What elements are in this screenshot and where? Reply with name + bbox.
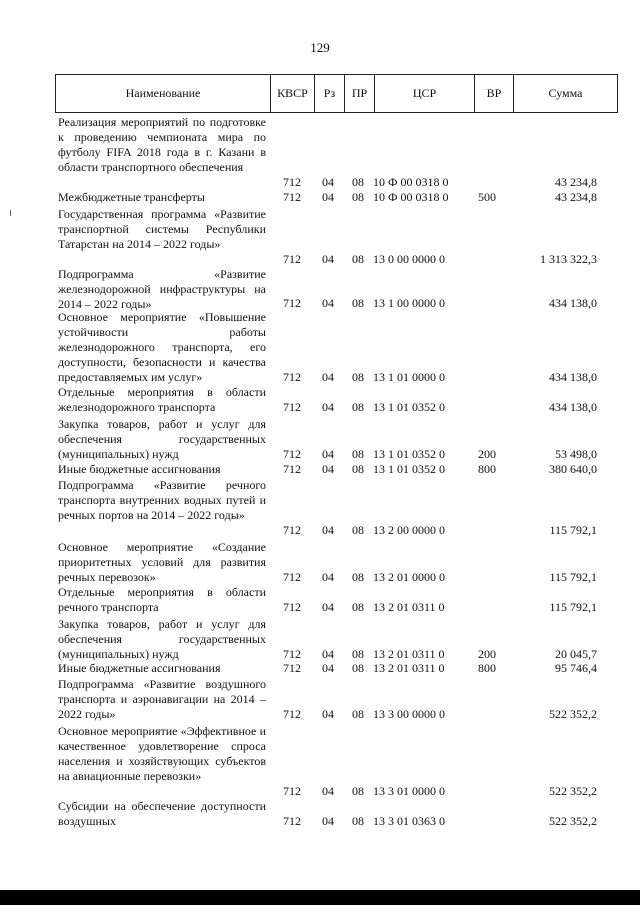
row-csr: 13 2 01 0311 0 (373, 647, 445, 661)
row-sum: 115 792,1 (549, 523, 597, 537)
row-name: Межбюджетные трансферты (58, 190, 205, 204)
row-csr: 10 Ф 00 0318 0 (373, 190, 449, 204)
row-name: Иные бюджетные ассигнования (58, 661, 221, 675)
row-rz: 04 (322, 175, 334, 189)
table-row (55, 799, 618, 829)
row-kvsr: 712 (283, 784, 301, 798)
row-sum: 20 045,7 (555, 647, 597, 661)
row-pr: 08 (352, 175, 364, 189)
table-row (55, 462, 618, 477)
row-kvsr: 712 (283, 600, 301, 614)
margin-mark (10, 210, 11, 216)
row-kvsr: 712 (283, 296, 301, 310)
row-sum: 95 746,4 (555, 661, 597, 675)
row-kvsr: 712 (283, 661, 301, 675)
row-kvsr: 712 (283, 462, 301, 476)
table-row (55, 190, 618, 205)
row-rz: 04 (322, 600, 334, 614)
row-name: Подпрограмма «Развитие речного транспорта внутренних водных путей и речных портов на 2014 – 2022 годы» (58, 478, 266, 522)
row-kvsr: 712 (283, 370, 301, 384)
table-row (55, 310, 618, 385)
row-csr: 13 3 01 0000 0 (373, 784, 445, 798)
header-vr: ВР (475, 75, 514, 112)
row-csr: 13 1 01 0000 0 (373, 370, 445, 384)
page-number: 129 (310, 40, 330, 55)
table-row (55, 661, 618, 676)
row-rz: 04 (322, 400, 334, 414)
row-pr: 08 (352, 252, 364, 266)
header-sum: Сумма (548, 86, 583, 100)
table-row (55, 417, 618, 462)
row-kvsr: 712 (283, 400, 301, 414)
row-pr: 08 (352, 814, 364, 828)
table-row (55, 207, 618, 267)
row-sum: 43 234,8 (555, 190, 597, 204)
row-name: Основное мероприятие «Повышение устойчивости работы железнодорожного транспорта, его доступности, безопасности и качества предоставляемых им услуг» (58, 310, 266, 384)
row-csr: 13 3 01 0363 0 (373, 814, 445, 828)
table-row (55, 585, 618, 615)
row-pr: 08 (352, 784, 364, 798)
row-pr: 08 (352, 523, 364, 537)
row-vr: 200 (478, 447, 496, 461)
row-pr: 08 (352, 296, 364, 310)
row-rz: 04 (322, 296, 334, 310)
row-csr: 13 2 01 0000 0 (373, 570, 445, 584)
row-kvsr: 712 (283, 252, 301, 266)
row-kvsr: 712 (283, 447, 301, 461)
row-csr: 10 Ф 00 0318 0 (373, 175, 449, 189)
header-pr: ПР (345, 75, 375, 112)
table-row (55, 385, 618, 415)
row-sum: 522 352,2 (549, 814, 597, 828)
row-csr: 13 3 00 0000 0 (373, 707, 445, 721)
table-header (55, 74, 618, 113)
row-vr: 800 (478, 661, 496, 675)
row-pr: 08 (352, 400, 364, 414)
table-row (55, 617, 618, 662)
header-rz: Рз (315, 75, 345, 112)
row-pr: 08 (352, 600, 364, 614)
row-vr: 200 (478, 647, 496, 661)
row-sum: 1 313 322,3 (540, 252, 597, 266)
row-name: Иные бюджетные ассигнования (58, 462, 221, 476)
row-sum: 434 138,0 (549, 370, 597, 384)
row-csr: 13 1 00 0000 0 (373, 296, 445, 310)
row-kvsr: 712 (283, 190, 301, 204)
row-kvsr: 712 (283, 523, 301, 537)
row-sum: 522 352,2 (549, 707, 597, 721)
row-csr: 13 2 00 0000 0 (373, 523, 445, 537)
row-name: Основное мероприятие «Создание приоритетных условий для развития речных перевозок» (58, 540, 266, 584)
row-name: Закупка товаров, работ и услуг для обеспечения государственных (муниципальных) нужд (58, 617, 266, 661)
row-rz: 04 (322, 784, 334, 798)
row-name: Подпрограмма «Развитие воздушного транспорта и аэронавигации на 2014 – 2022 годы» (58, 677, 266, 721)
row-kvsr: 712 (283, 707, 301, 721)
row-sum: 380 640,0 (549, 462, 597, 476)
table-row (55, 115, 618, 190)
row-kvsr: 712 (283, 175, 301, 189)
table-row (55, 724, 618, 799)
row-name: Государственная программа «Развитие транспортной системы Республики Татарстан на 2014 – 2022 годы» (58, 207, 266, 251)
row-rz: 04 (322, 370, 334, 384)
row-name: Отдельные мероприятия в области железнодорожного транспорта (58, 385, 266, 414)
header-csr: ЦСР (375, 75, 475, 112)
table-row (55, 540, 618, 585)
row-csr: 13 1 01 0352 0 (373, 400, 445, 414)
table-row (55, 478, 618, 538)
row-pr: 08 (352, 462, 364, 476)
row-vr: 800 (478, 462, 496, 476)
row-pr: 08 (352, 190, 364, 204)
row-name: Субсидии на обеспечение доступности воздушных (58, 799, 266, 828)
row-rz: 04 (322, 252, 334, 266)
table-row (55, 267, 618, 311)
row-rz: 04 (322, 523, 334, 537)
header-kvsr: КВСР (271, 75, 315, 112)
row-csr: 13 0 00 0000 0 (373, 252, 445, 266)
row-sum: 522 352,2 (549, 784, 597, 798)
row-pr: 08 (352, 647, 364, 661)
row-name: Отдельные мероприятия в области речного транспорта (58, 585, 266, 614)
row-sum: 115 792,1 (549, 570, 597, 584)
row-kvsr: 712 (283, 814, 301, 828)
row-sum: 434 138,0 (549, 400, 597, 414)
row-name: Закупка товаров, работ и услуг для обеспечения государственных (муниципальных) нужд (58, 417, 266, 461)
row-rz: 04 (322, 707, 334, 721)
table-row (55, 677, 618, 722)
row-pr: 08 (352, 370, 364, 384)
row-sum: 434 138,0 (549, 296, 597, 310)
row-rz: 04 (322, 661, 334, 675)
row-rz: 04 (322, 190, 334, 204)
scan-edge-bar (0, 890, 640, 905)
header-name: Наименование (56, 75, 271, 112)
row-sum: 115 792,1 (549, 600, 597, 614)
row-name: Подпрограмма «Развитие железнодорожной инфраструктуры на 2014 – 2022 годы» (58, 267, 266, 311)
row-csr: 13 2 01 0311 0 (373, 600, 445, 614)
row-sum: 43 234,8 (555, 175, 597, 189)
row-sum: 53 498,0 (555, 447, 597, 461)
row-rz: 04 (322, 462, 334, 476)
row-rz: 04 (322, 814, 334, 828)
row-rz: 04 (322, 447, 334, 461)
row-pr: 08 (352, 661, 364, 675)
row-kvsr: 712 (283, 647, 301, 661)
row-csr: 13 1 01 0352 0 (373, 462, 445, 476)
row-pr: 08 (352, 707, 364, 721)
row-name: Реализация мероприятий по подготовке к проведению чемпионата мира по футболу FIFA 2018 года в г. Казани в области транспортного обеспечения (58, 115, 266, 174)
row-pr: 08 (352, 447, 364, 461)
row-rz: 04 (322, 647, 334, 661)
row-vr: 500 (478, 190, 496, 204)
row-rz: 04 (322, 570, 334, 584)
row-csr: 13 2 01 0311 0 (373, 661, 445, 675)
row-kvsr: 712 (283, 570, 301, 584)
row-pr: 08 (352, 570, 364, 584)
row-csr: 13 1 01 0352 0 (373, 447, 445, 461)
row-name: Основное мероприятие «Эффективное и качественное удовлетворение спроса населения и хозяйствующих субъектов на авиационные перевозки» (58, 724, 266, 783)
